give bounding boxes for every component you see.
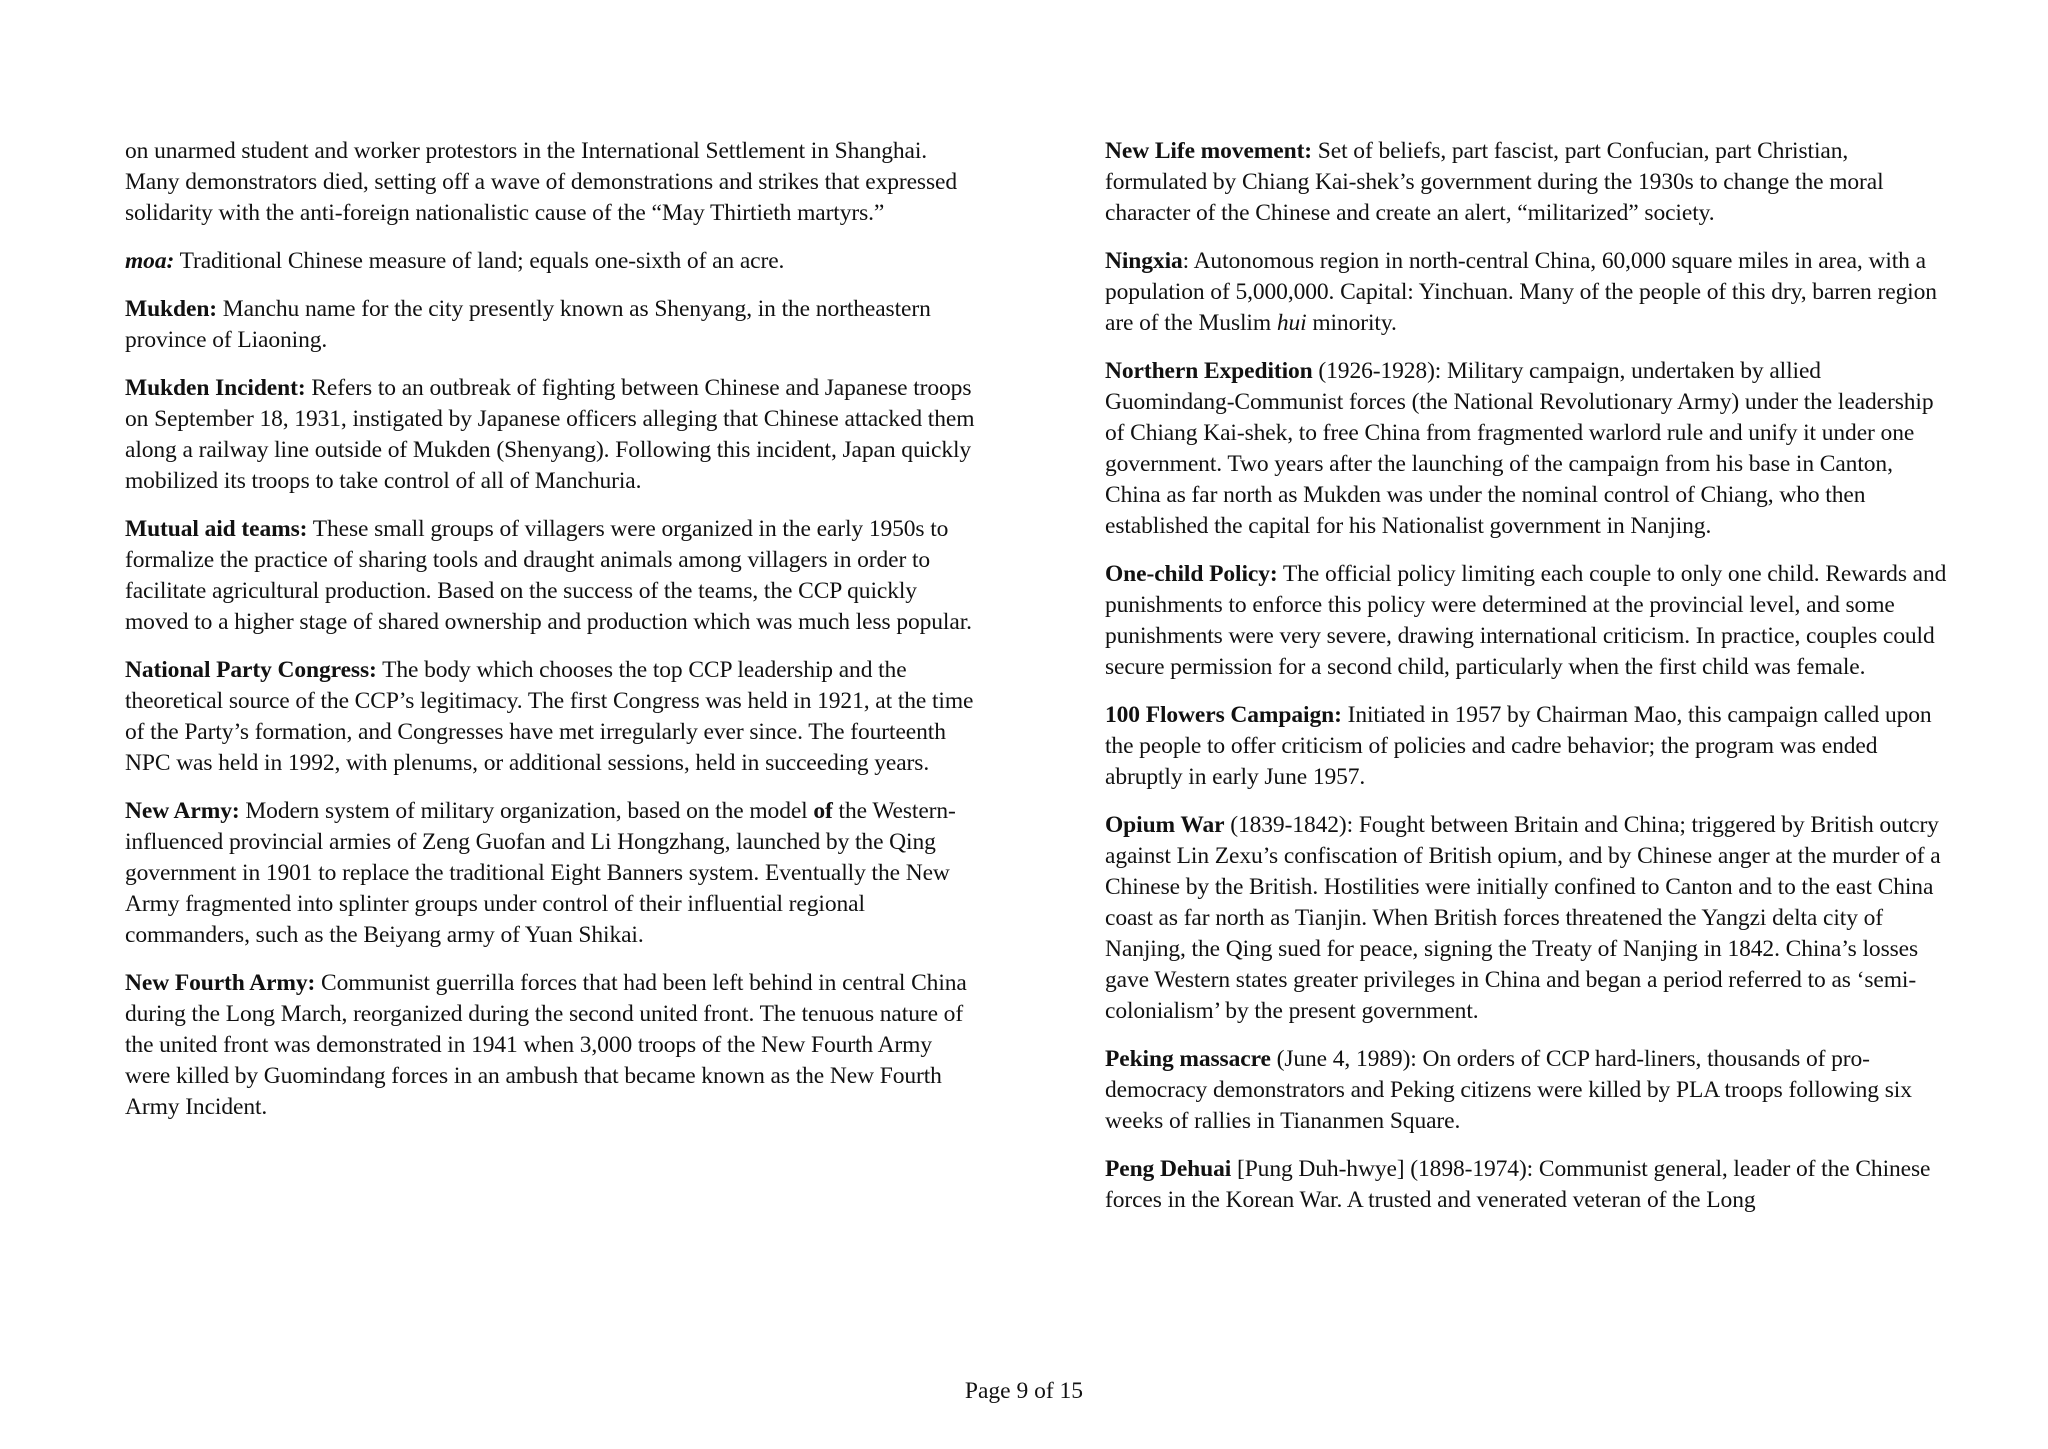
entry-mukden-incident bbox=[125, 373, 975, 497]
entry-text: (1926-1928): Military campaign, undertaken by allied Guomindang-Communist forces (the National Revolutionary Army) under the leadership of Chiang Kai-shek, to free China from fragmented warlord rule and unify it under one government. Two years after the launching of the campaign from his base in Canton, China as far north as Mukden was under the nominal control of Chiang, who then established the capital for his Nationalist government in Nanjing. bbox=[1105, 358, 1934, 539]
entry-text: Initiated in 1957 by Chairman Mao, this campaign called upon the people to offer criticism of policies and cadre behavior; the program was ended abruptly in early June 1957. bbox=[1105, 702, 1932, 790]
entry-new-life-movement bbox=[1105, 136, 1950, 229]
entry-may-thirtieth-continuation bbox=[125, 136, 975, 229]
entry-text: The official policy limiting each couple to only one child. Rewards and punishments to enforce this policy were determined at the provincial level, and some punishments were very severe, drawing international criticism. In practice, couples could secure permission for a second child, particularly when the first child was female. bbox=[1105, 561, 1947, 680]
entry-text: [Pung Duh-hwye] (1898-1974): Communist general, leader of the Chinese forces in the Korean War. A trusted and venerated veteran of the Long bbox=[1105, 1156, 1931, 1213]
entry-new-fourth-army bbox=[125, 968, 975, 1123]
entry-term: Ningxia bbox=[1105, 248, 1183, 274]
right-column bbox=[1105, 136, 1950, 1233]
entry-ningxia bbox=[1105, 246, 1950, 339]
entry-term: Peng Dehuai bbox=[1105, 1156, 1232, 1182]
entry-italic-word: hui bbox=[1276, 310, 1307, 336]
entry-moa bbox=[125, 246, 975, 277]
entry-text: (June 4, 1989): On orders of CCP hard-liners, thousands of pro-democracy demonstrators and Peking citizens were killed by PLA troops following six weeks of rallies in Tiananmen Square. bbox=[1105, 1046, 1912, 1134]
entry-text: Modern system of military organization, based on the model bbox=[239, 798, 814, 824]
entry-term: Mukden: bbox=[125, 296, 218, 322]
entry-term: Opium War bbox=[1105, 812, 1225, 838]
page-number: Page 9 of 15 bbox=[964, 1378, 1084, 1404]
entry-text: These small groups of villagers were organized in the early 1950s to formalize the practice of sharing tools and draught animals among villagers in order to facilitate agricultural production. Based on the success of the teams, the CCP quickly moved to a higher stage of shared ownership and production which was much less popular. bbox=[125, 516, 972, 635]
entry-mukden bbox=[125, 294, 975, 356]
entry-opium-war bbox=[1105, 810, 1950, 1027]
entry-term: Mutual aid teams: bbox=[125, 516, 308, 542]
entry-text: Manchu name for the city presently known as Shenyang, in the northeastern province of Liaoning. bbox=[125, 296, 931, 353]
entry-term: New Army: bbox=[125, 798, 240, 824]
entry-term: 100 Flowers Campaign: bbox=[1105, 702, 1342, 728]
entry-text: Traditional Chinese measure of land; equals one-sixth of an acre. bbox=[174, 248, 785, 274]
entry-text: on unarmed student and worker protestors in the International Settlement in Shanghai. Many demonstrators died, setting off a wave of demonstrations and strikes that expressed solidarity with the anti-foreign nationalistic cause of the “May Thirtieth martyrs.” bbox=[125, 138, 958, 226]
entry-term: New Fourth Army: bbox=[125, 970, 316, 996]
entry-mutual-aid-teams bbox=[125, 514, 975, 638]
entry-new-army bbox=[125, 796, 975, 951]
entry-text: Communist guerrilla forces that had been left behind in central China during the Long March, reorganized during the second united front. The tenuous nature of the united front was demonstrated in 1941 when 3,000 troops of the New Fourth Army were killed by Guomindang forces in an ambush that became known as the New Fourth Army Incident. bbox=[125, 970, 967, 1120]
entry-term: Northern Expedition bbox=[1105, 358, 1313, 384]
entry-one-child-policy bbox=[1105, 559, 1950, 683]
entry-text: the Western-influenced provincial armies of Zeng Guofan and Li Hongzhang, launched by the Qing government in 1901 to replace the traditional Eight Banners system. Eventually the New Army fragmented into splinter groups under control of their influential regional commanders, such as the Beiyang army of Yuan Shikai. bbox=[125, 798, 956, 948]
entry-bold-word: of bbox=[813, 798, 833, 824]
entry-northern-expedition bbox=[1105, 356, 1950, 542]
entry-term: National Party Congress: bbox=[125, 657, 377, 683]
left-column bbox=[125, 136, 975, 1140]
entry-term: New Life movement: bbox=[1105, 138, 1313, 164]
entry-text: : Autonomous region in north-central China, 60,000 square miles in area, with a population of 5,000,000. Capital: Yinchuan. Many of the people of this dry, barren region are of the Muslim bbox=[1105, 248, 1937, 336]
entry-text: minority. bbox=[1306, 310, 1397, 336]
entry-term: moa: bbox=[125, 248, 175, 274]
entry-text: Refers to an outbreak of fighting between Chinese and Japanese troops on September 18, 1931, instigated by Japanese officers alleging that Chinese attacked them along a railway line outside of Mukden (Shenyang). Following this incident, Japan quickly mobilized its troops to take control of all of Manchuria. bbox=[125, 375, 975, 494]
entry-term: One-child Policy: bbox=[1105, 561, 1278, 587]
entry-term: Peking massacre bbox=[1105, 1046, 1271, 1072]
entry-national-party-congress bbox=[125, 655, 975, 779]
entry-peking-massacre bbox=[1105, 1044, 1950, 1137]
entry-peng-dehuai bbox=[1105, 1154, 1950, 1216]
entry-text: Set of beliefs, part fascist, part Confucian, part Christian, formulated by Chiang Kai-shek’s government during the 1930s to change the moral character of the Chinese and create an alert, “militarized” society. bbox=[1105, 138, 1884, 226]
entry-text: The body which chooses the top CCP leadership and the theoretical source of the CCP’s legitimacy. The first Congress was held in 1921, at the time of the Party’s formation, and Congresses have met irregularly ever since. The fourteenth NPC was held in 1992, with plenums, or additional sessions, held in succeeding years. bbox=[125, 657, 974, 776]
entry-100-flowers-campaign bbox=[1105, 700, 1950, 793]
entry-term: Mukden Incident: bbox=[125, 375, 306, 401]
entry-text: (1839-1842): Fought between Britain and China; triggered by British outcry against Lin Zexu’s confiscation of British opium, and by Chinese anger at the murder of a Chinese by the British. Hostilities were initially confined to Canton and to the east China coast as far north as Tianjin. When British forces threatened the Yangzi delta city of Nanjing, the Qing sued for peace, signing the Treaty of Nanjing in 1842. China’s losses gave Western states greater privileges in China and began a period referred to as ‘semi-colonialism’ by the present government. bbox=[1105, 812, 1941, 1024]
